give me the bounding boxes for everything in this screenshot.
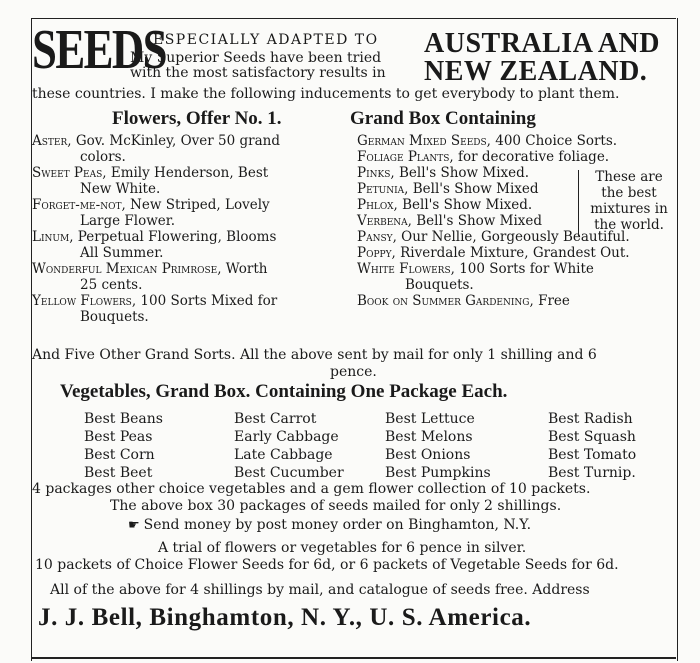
bottom-rule [31, 657, 676, 659]
packets-line: 10 packets of Choice Flower Seeds for 6d, or 6 packets of Vegetable Seeds for 6d. [35, 557, 619, 573]
list-item: Yellow Flowers, 100 Sorts Mixed for [32, 293, 278, 309]
country-line-1: AUSTRALIA AND [424, 28, 660, 59]
note-line: mixtures in [590, 201, 668, 217]
list-item: Linum, Perpetual Flowering, Blooms [32, 229, 277, 245]
flowers-left-list [32, 133, 347, 325]
list-item: Best Squash [548, 429, 636, 445]
pointing-hand-icon: ☛ [128, 518, 140, 533]
send-money-text: Send money by post money order on Binghamton, N.Y. [143, 517, 532, 533]
list-item: Foliage Plants, for decorative foliage. [357, 149, 610, 165]
grand-box-heading: Grand Box Containing [350, 108, 536, 129]
list-item: Best Peas [84, 429, 153, 445]
list-item: Best Radish [548, 411, 633, 427]
list-item: Phlox, Bell's Show Mixed. [357, 197, 533, 213]
list-item: Pansy, Our Nellie, Gorgeously Beautiful. [357, 229, 630, 245]
adapted-line: ESPECIALLY ADAPTED TO [153, 32, 379, 48]
mixtures-bracket [578, 170, 579, 236]
list-item: Wonderful Mexican Primrose, Worth [32, 261, 268, 277]
list-item-cont: All Summer. [80, 245, 164, 261]
box30-line: The above box 30 packages of seeds mailed for only 2 shillings. [110, 498, 562, 514]
mixtures-note [584, 169, 674, 233]
list-item-cont: Bouquets. [80, 309, 149, 325]
list-item: Petunia, Bell's Show Mixed [357, 181, 539, 197]
pence-line: pence. [330, 364, 377, 380]
list-item: Best Beet [84, 465, 153, 481]
note-line: These are [595, 169, 663, 185]
vegetables-column-2 [234, 410, 344, 482]
list-item: Aster, Gov. McKinley, Over 50 grand [32, 133, 280, 149]
list-item: Best Cucumber [234, 465, 344, 481]
list-item: Forget-me-not, New Striped, Lovely [32, 197, 270, 213]
list-item: Best Corn [84, 447, 155, 463]
vegetables-column-4 [548, 410, 636, 482]
note-line: the best [601, 185, 657, 201]
list-item: Best Beans [84, 411, 163, 427]
address-line: J. J. Bell, Binghamton, N. Y., U. S. America. [38, 604, 532, 631]
list-item-cont: 25 cents. [80, 277, 143, 293]
list-item: Early Cabbage [234, 429, 339, 445]
and-five-line: And Five Other Grand Sorts. All the above sent by mail for only 1 shilling and 6 [32, 347, 597, 363]
list-item: Best Pumpkins [385, 465, 491, 481]
list-item: Sweet Peas, Emily Henderson, Best [32, 165, 269, 181]
trial-line: A trial of flowers or vegetables for 6 pence in silver. [158, 540, 527, 556]
list-item-cont: New White. [80, 181, 161, 197]
list-item: Best Carrot [234, 411, 317, 427]
list-item: Poppy, Riverdale Mixture, Grandest Out. [357, 245, 630, 261]
send-money-line [128, 517, 531, 533]
offer-heading: Flowers, Offer No. 1. [112, 108, 282, 129]
intro-line-2: with the most satisfactory results in [130, 65, 386, 81]
note-line: the world. [594, 217, 664, 233]
intro-line-3: these countries. I make the following inducements to get everybody to plant them. [32, 86, 620, 102]
list-item: Best Turnip. [548, 465, 636, 481]
seeds-heading: SEEDS [32, 19, 166, 81]
packages-line: 4 packages other choice vegetables and a gem flower collection of 10 packets. [32, 481, 591, 497]
country-line-2: NEW ZEALAND. [424, 56, 648, 87]
list-item: Late Cabbage [234, 447, 333, 463]
list-item: Best Tomato [548, 447, 637, 463]
list-item-cont: Bouquets. [405, 277, 474, 293]
vegetables-column-3 [385, 410, 491, 482]
list-item: Verbena, Bell's Show Mixed [357, 213, 543, 229]
list-item: Best Lettuce [385, 411, 475, 427]
list-item: Best Melons [385, 429, 473, 445]
intro-line-1: My Superior Seeds have been tried [130, 50, 382, 66]
list-item-cont: colors. [80, 149, 126, 165]
list-item: Pinks, Bell's Show Mixed. [357, 165, 530, 181]
all-above-line: All of the above for 4 shillings by mail, and catalogue of seeds free. Address [50, 582, 590, 598]
list-item: Book on Summer Gardening, Free [357, 293, 570, 309]
vegetables-heading: Vegetables, Grand Box. Containing One Package Each. [60, 381, 508, 402]
list-item-cont: Large Flower. [80, 213, 176, 229]
vegetables-column-1 [84, 410, 163, 482]
list-item: White Flowers, 100 Sorts for White [357, 261, 594, 277]
list-item: Best Onions [385, 447, 471, 463]
list-item: German Mixed Seeds, 400 Choice Sorts. [357, 133, 618, 149]
